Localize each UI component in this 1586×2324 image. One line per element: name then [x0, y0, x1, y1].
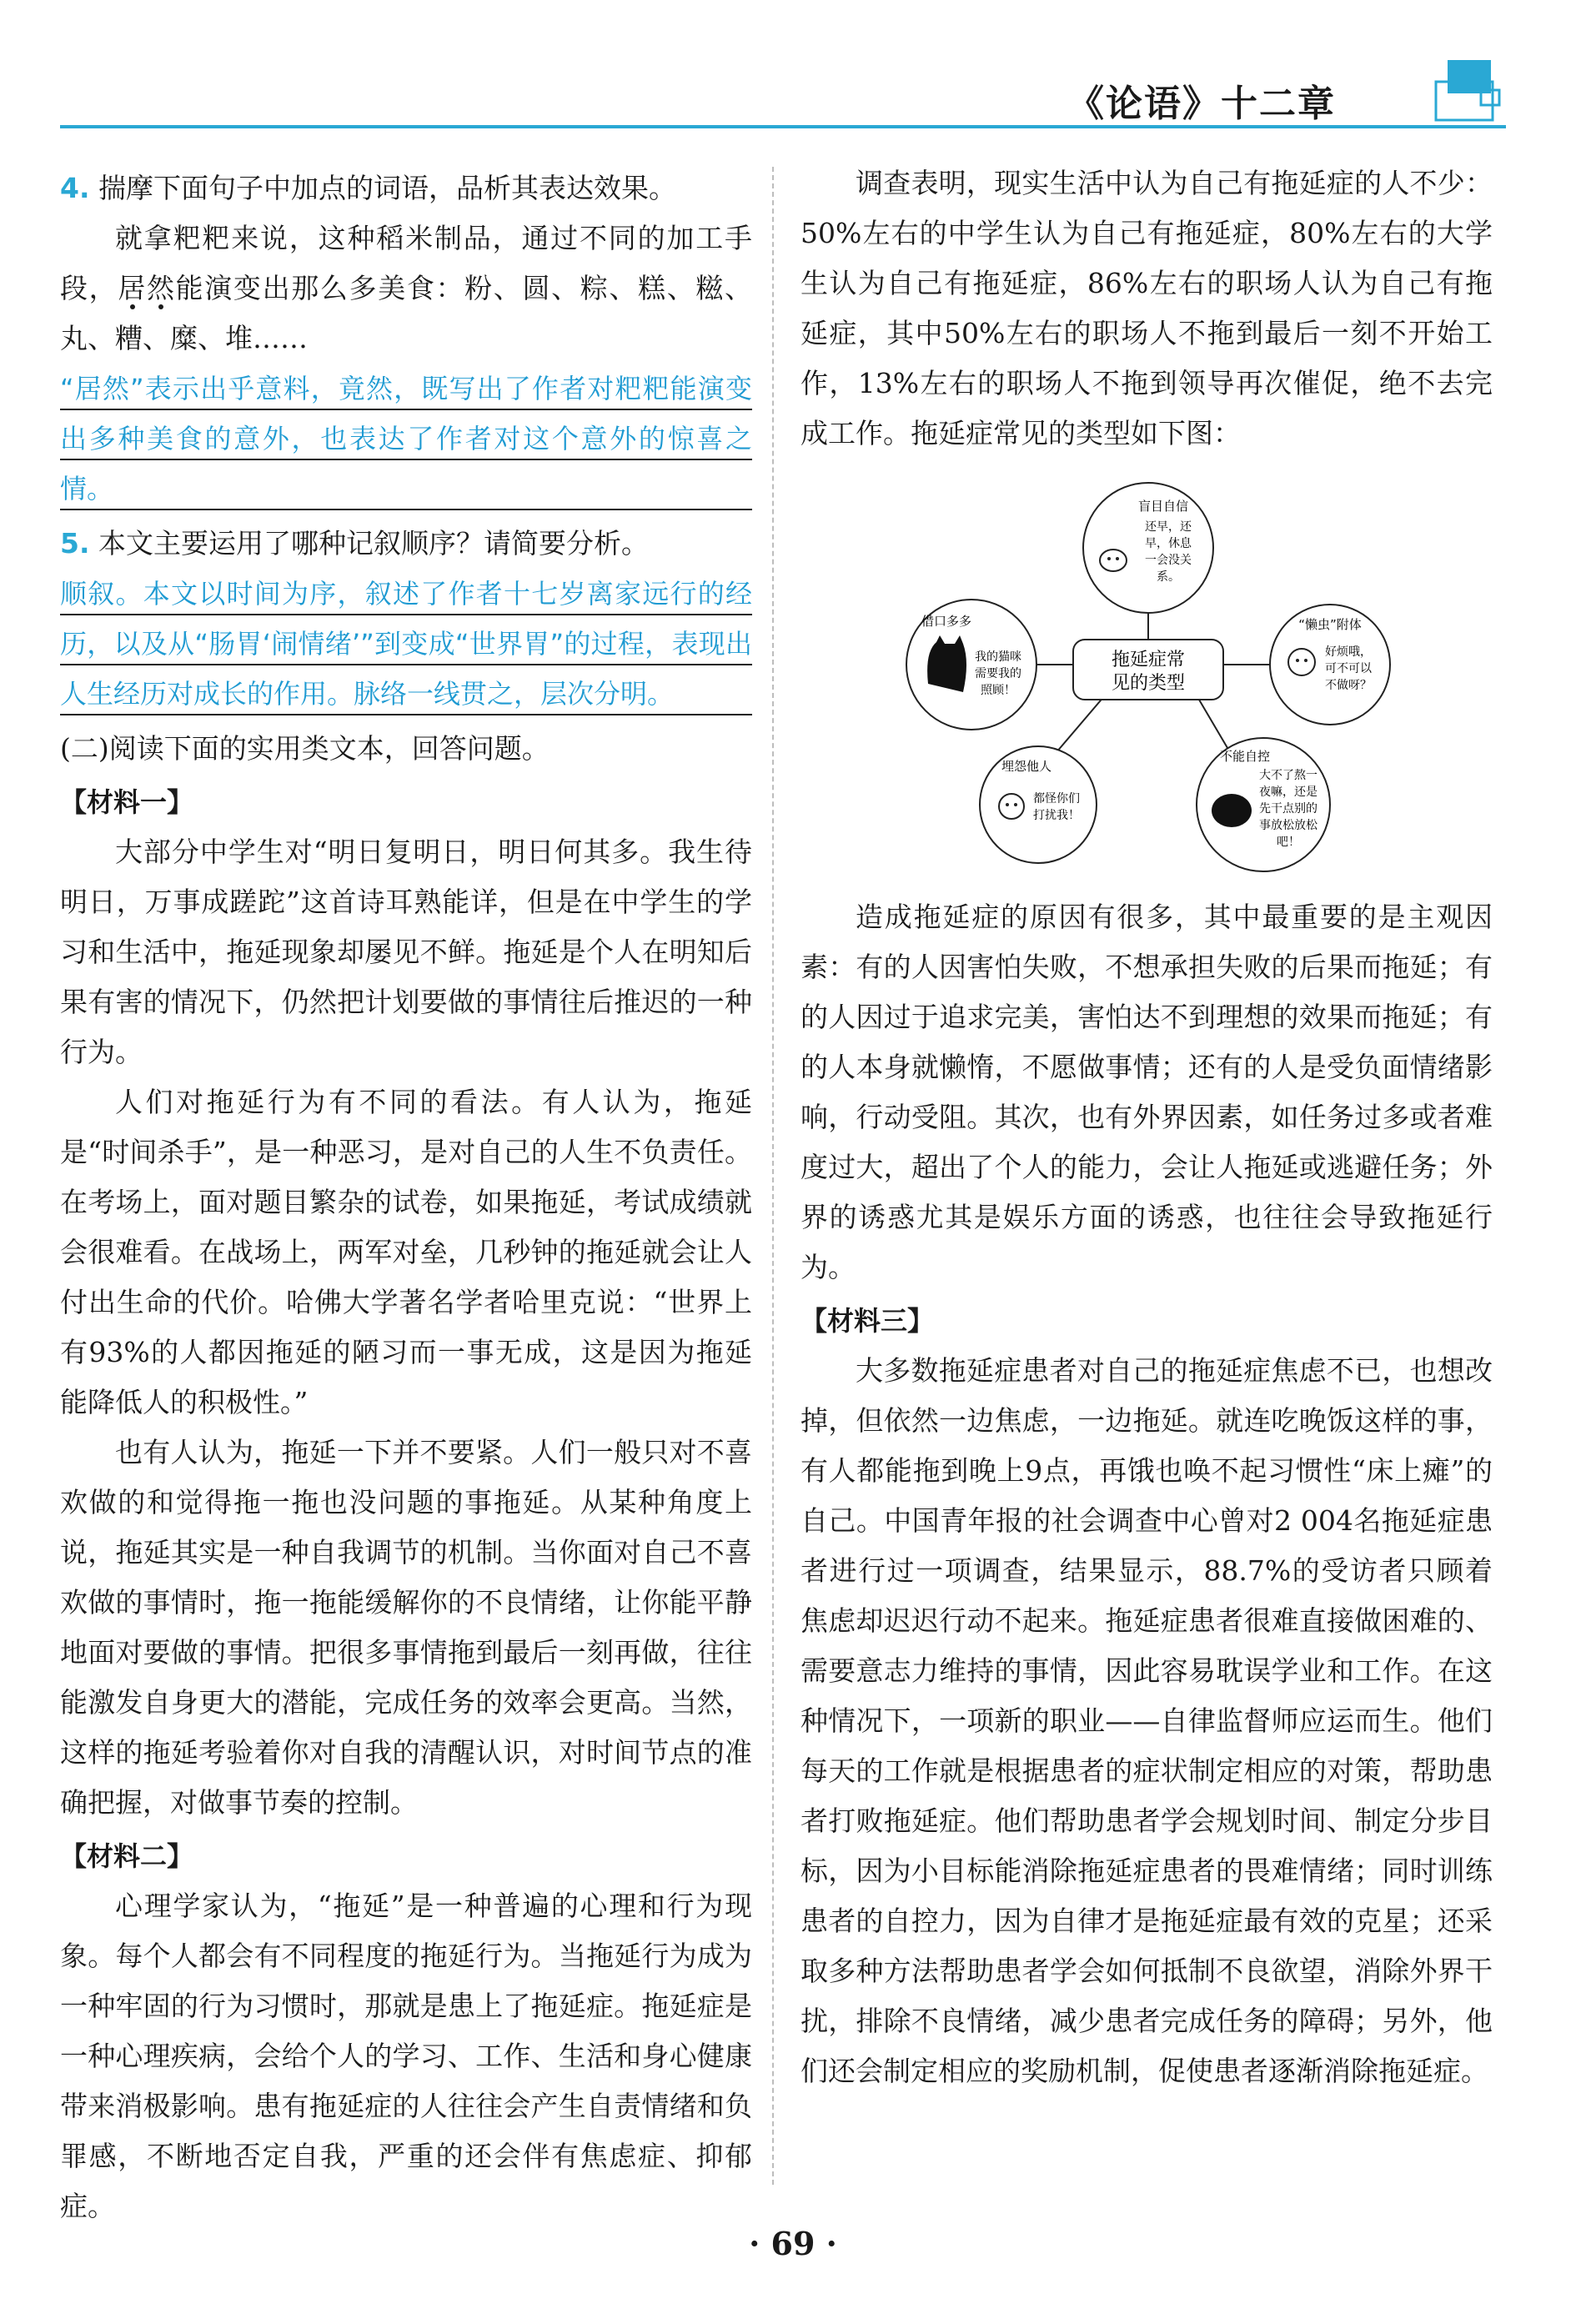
- bottom-left-title: 埋怨他人: [1001, 759, 1052, 774]
- material-2-paragraph-2: 调查表明，现实生活中认为自己有拖延症的人不少：50%左右的中学生认为自己有拖延症，80%左右的大学生认为自己有拖延症，86%左右的职场人认为自己有拖延症，其中50%左右的职场人不拖到最后一刻不开始工作，13%左右的职场人不拖到领导再次催促，绝不去完成工作。拖延症常见的类型如下图：: [801, 167, 1493, 449]
- center-line-2: 见的类型: [1111, 673, 1186, 694]
- question-5: [60, 519, 752, 569]
- material-3-paragraph-1: 大多数拖延症患者对自己的拖延症焦虑不已，也想改掉，但依然一边焦虑，一边拖延。就连吃晚饭这样的事，有人都能拖到晚上9点，再饿也唤不起习惯性“床上瘫”的自己。中国青年报的社会调查中心曾对2 004名拖延症患者进行过一项调查，结果显示，88.7%的受访者只顾着焦虑却迟迟行动不起来。拖延症患者很难直接做困难的、需要意志力维持的事情，因此容易耽误学业和工作。在这种情况下，一项新的职业——自律监督师应运而生。他们每天的工作就是根据患者的症状制定相应的对策，帮助患者打败拖延症。他们帮助患者学会规划时间、制定分步目标，因为小目标能消除拖延症患者的畏难情绪；同时训练患者的自控力，因为自律才是拖延症最有效的克星；还采取多种方法帮助患者学会如何抵制不良欲望，消除外界干扰，排除不良情绪，减少患者完成任务的障碍；另外，他们还会制定相应的奖励机制，促使患者逐渐消除拖延症。: [801, 1354, 1493, 2087]
- svg-text:吧！: 吧！: [1277, 836, 1300, 849]
- svg-text:打扰我！: 打扰我！: [1033, 809, 1080, 822]
- svg-text:一会没关: 一会没关: [1145, 554, 1192, 567]
- top-title: 盲目自信: [1137, 499, 1189, 514]
- material-1-paragraph-1: 大部分中学生对“明日复明日，明日何其多。我生待明日，万事成蹉跎”这首诗耳熟能详，但是在中学生的学习和生活中，拖延现象却屡见不鲜。拖延是个人在明知后果有害的情况下，仍然把计划要做的事情往后推迟的一种行为。: [60, 836, 752, 1068]
- svg-text:事放松放松: 事放松放松: [1259, 819, 1317, 832]
- svg-text:大不了熬一: 大不了熬一: [1259, 769, 1317, 782]
- material-1-paragraph-3: 也有人认为，拖延一下并不要紧。人们一般只对不喜欢做的和觉得拖一拖也没问题的事拖延。从某种角度上说，拖延其实是一种自我调节的机制。当你面对自己不喜欢做的事情时，拖一拖能缓解你的不良情绪，让你能平静地面对要做的事情。把很多事情拖到最后一刻再做，往往能激发自身更大的潜能，完成任务的效率会更高。当然，这样的拖延考验着你对自我的清醒认识，对时间节点的准确把握，对做事节奏的控制。: [60, 1436, 752, 1819]
- right-column: [801, 158, 1493, 2096]
- svg-text:好烦哦，: 好烦哦，: [1325, 645, 1372, 659]
- procrastination-types-diagram: [838, 477, 1455, 877]
- material-2-title: 【材料二】: [60, 1840, 194, 1872]
- material-1-paragraph-2: 人们对拖延行为有不同的看法。有人认为，拖延是“时间杀手”，是一种恶习，是对自己的人生不负责任。在考场上，面对题目繁杂的试卷，如果拖延，考试成绩就会很难看。在战场上，两军对垒，几秒钟的拖延就会让人付出生命的代价。哈佛大学著名学者哈里克说：“世界上有93%的人都因拖延的陋习而一事无成，这是因为拖延能降低人的积极性。”: [60, 1086, 752, 1418]
- svg-text:我的猫咪: 我的猫咪: [975, 650, 1021, 664]
- corner-decoration: [1356, 52, 1506, 135]
- character-icon: [1100, 550, 1127, 571]
- material-2-paragraph-1: 心理学家认为，“拖延”是一种普遍的心理和行为现象。每个人都会有不同程度的拖延行为。当拖延行为成为一种牢固的行为习惯时，那就是患上了拖延症。拖延症是一种心理疾病，会给个人的学习、工作、生活和身心健康带来消极影响。患有拖延症的人往往会产生自责情绪和负罪感，不断地否定自我，严重的还会伴有焦虑症、抑郁症。: [60, 1890, 752, 2222]
- question-5-answer: 顺叙。本文以时间为序，叙述了作者十七岁离家远行的经历，以及从“肠胃‘闹情绪’”到变成“世界胃”的过程，表现出人生经历对成长的作用。脉络一线贯之，层次分明。: [60, 569, 752, 719]
- question-4-quote: 就拿粑粑来说，这种稻米制品，通过不同的加工手段，居然能演变出那么多美食：粉、圆、粽、糕、糍、丸、糟、糜、堆……: [60, 222, 753, 354]
- center-line-1: 拖延症常: [1111, 650, 1186, 670]
- material-1-title: 【材料一】: [60, 786, 194, 818]
- svg-text:还早，还: 还早，还: [1145, 520, 1192, 534]
- lazy-character-icon: [1288, 649, 1315, 675]
- svg-text:可不可以: 可不可以: [1325, 662, 1372, 675]
- svg-text:夜嘛，还是: 夜嘛，还是: [1259, 786, 1317, 799]
- question-4: [60, 163, 752, 213]
- question-4-number: 4.: [60, 172, 90, 204]
- svg-text:系。: 系。: [1157, 570, 1180, 584]
- svg-text:不做呀？: 不做呀？: [1325, 679, 1372, 692]
- bottom-right-title: 不能自控: [1219, 749, 1271, 764]
- question-5-number: 5.: [60, 527, 90, 560]
- svg-text:照顾！: 照顾！: [981, 684, 1016, 697]
- controller-icon: [1212, 794, 1252, 827]
- header-title: 《论语》十二章: [1067, 83, 1336, 125]
- question-4-text: 揣摩下面句子中加点的词语，品析其表达效果。: [98, 172, 676, 204]
- question-5-text: 本文主要运用了哪种记叙顺序？请简要分析。: [98, 527, 649, 560]
- blaming-character-icon: [999, 794, 1024, 819]
- left-column: [60, 158, 752, 2231]
- material-3-title: 【材料三】: [801, 1305, 935, 1337]
- svg-text:需要我的: 需要我的: [975, 667, 1021, 680]
- left-title: 借口多多: [921, 614, 972, 629]
- section-heading: (二)阅读下面的实用类文本，回答问题。: [60, 732, 550, 765]
- page-number: · 69 ·: [749, 2225, 837, 2262]
- header-rule: [60, 125, 1506, 128]
- question-4-answer: “居然”表示出乎意料，竟然，既写出了作者对粑粑能演变出多种美食的意外，也表达了作者对这个意外的惊喜之情。: [60, 364, 752, 514]
- column-separator: [772, 167, 774, 2185]
- svg-text:早，休息: 早，休息: [1145, 537, 1192, 550]
- emphasis-ju: 居: [118, 272, 147, 304]
- svg-text:先干点别的: 先干点别的: [1259, 802, 1317, 816]
- right-title: “懒虫”附体: [1298, 617, 1362, 632]
- emphasis-ran: 然: [146, 272, 176, 304]
- svg-text:都怪你们: 都怪你们: [1033, 792, 1080, 806]
- material-2-paragraph-3: 造成拖延症的原因有很多，其中最重要的是主观因素：有的人因害怕失败，不想承担失败的后果而拖延；有的人因过于追求完美，害怕达不到理想的效果而拖延；有的人本身就懒惰，不愿做事情；还有的人是受负面情绪影响，行动受阻。其次，也有外界因素，如任务过多或者难度过大，超出了个人的能力，会让人拖延或逃避任务；外界的诱惑尤其是娱乐方面的诱惑，也往往会导致拖延行为。: [801, 901, 1493, 1283]
